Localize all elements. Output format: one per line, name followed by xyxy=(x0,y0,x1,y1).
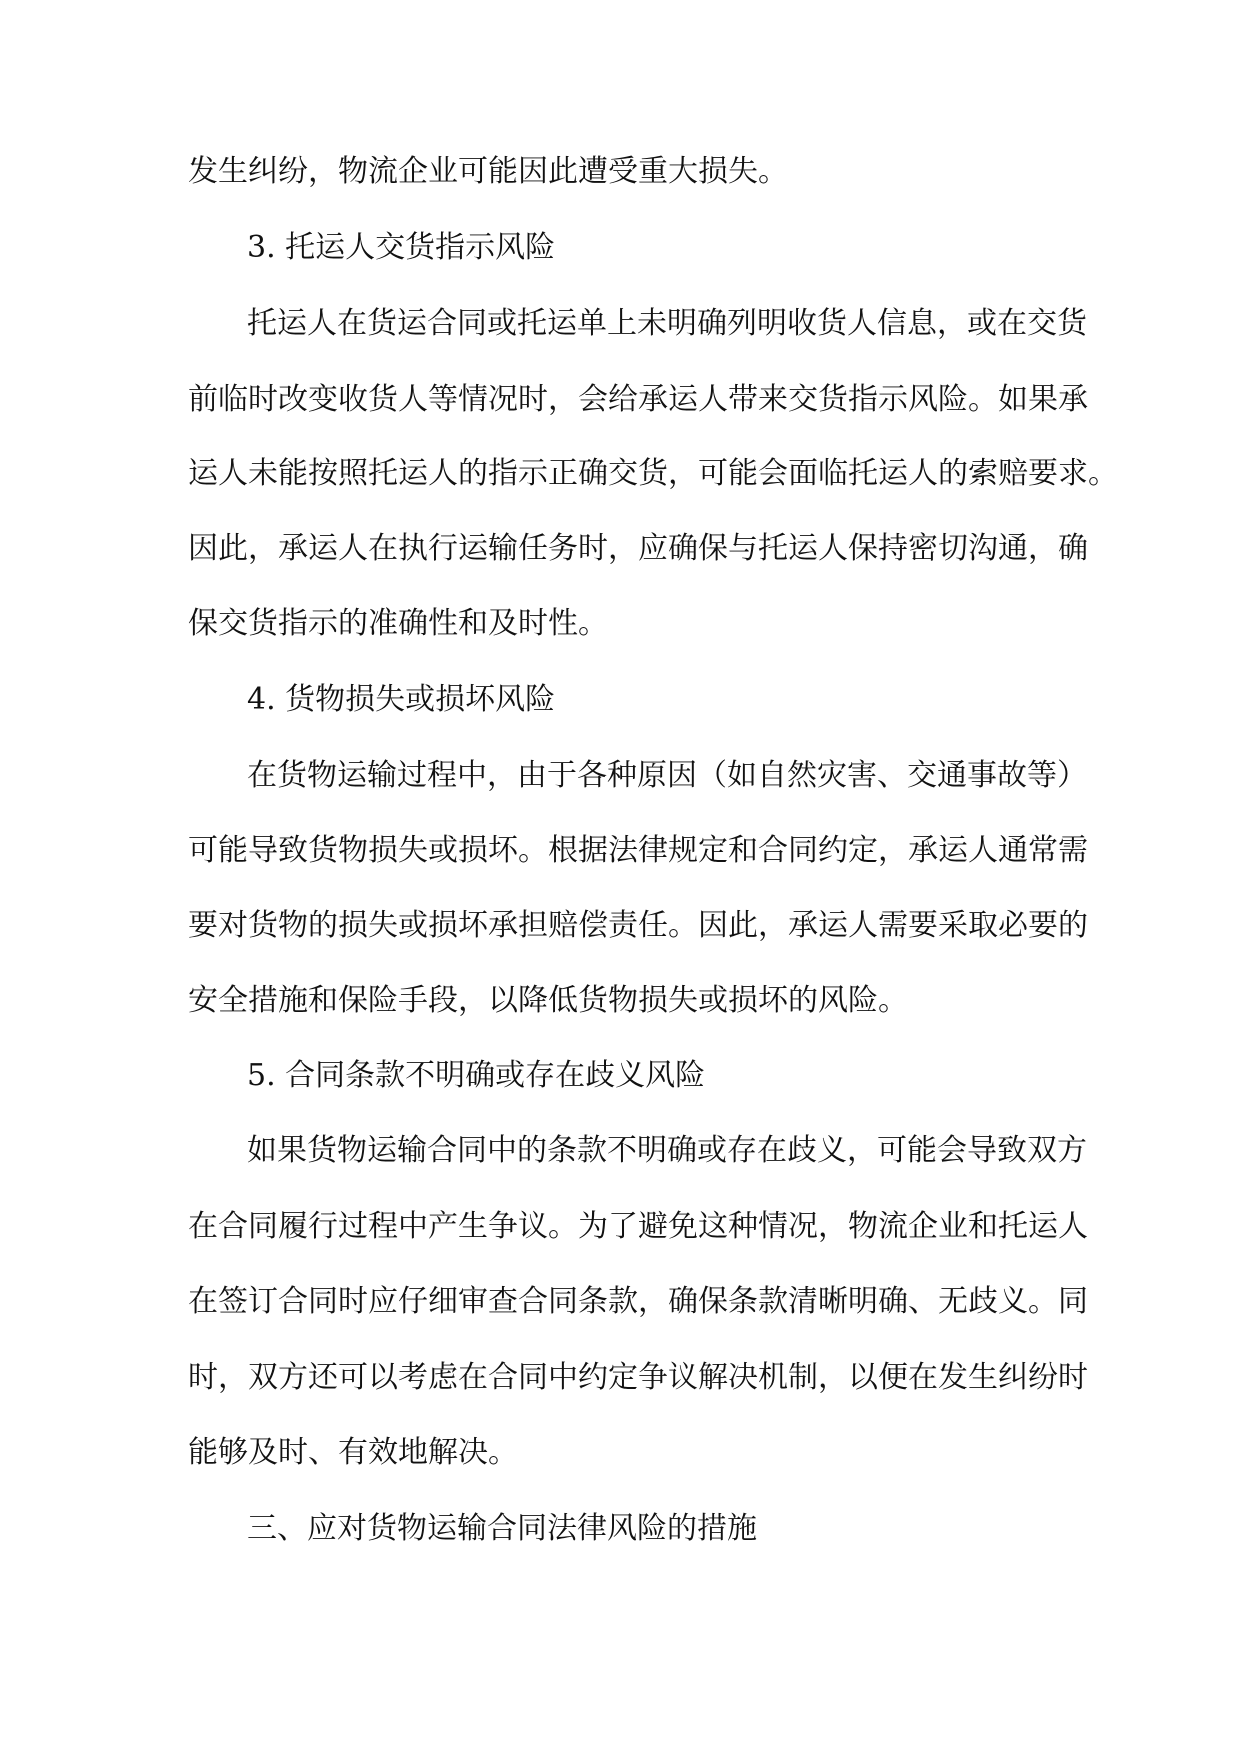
paragraph-line: 能够及时、有效地解决。 xyxy=(188,1435,518,1470)
paragraph-line: 发生纠纷，物流企业可能因此遭受重大损失。 xyxy=(188,154,788,189)
section-heading: 三、应对货物运输合同法律风险的措施 xyxy=(247,1511,757,1546)
paragraph-line: 安全措施和保险手段，以降低货物损失或损坏的风险。 xyxy=(188,983,908,1018)
paragraph-line: 可能导致货物损失或损坏。根据法律规定和合同约定，承运人通常需 xyxy=(188,833,1088,868)
paragraph-line: 如果货物运输合同中的条款不明确或存在歧义，可能会导致双方 xyxy=(247,1133,1087,1168)
paragraph-line: 在货物运输过程中，由于各种原因（如自然灾害、交通事故等） xyxy=(247,758,1087,793)
section-heading: 5. 合同条款不明确或存在歧义风险 xyxy=(247,1058,706,1093)
paragraph-line: 保交货指示的准确性和及时性。 xyxy=(188,606,608,641)
paragraph-line: 时，双方还可以考虑在合同中约定争议解决机制，以便在发生纠纷时 xyxy=(188,1360,1088,1395)
section-heading: 3. 托运人交货指示风险 xyxy=(247,230,556,265)
paragraph-line: 在合同履行过程中产生争议。为了避免这种情况，物流企业和托运人 xyxy=(188,1209,1088,1244)
section-heading: 4. 货物损失或损坏风险 xyxy=(247,682,556,717)
paragraph-line: 在签订合同时应仔细审查合同条款，确保条款清晰明确、无歧义。同 xyxy=(188,1284,1088,1319)
paragraph-line: 要对货物的损失或损坏承担赔偿责任。因此，承运人需要采取必要的 xyxy=(188,908,1088,943)
paragraph-line: 运人未能按照托运人的指示正确交货，可能会面临托运人的索赔要求。 xyxy=(188,456,1118,491)
paragraph-line: 因此，承运人在执行运输任务时，应确保与托运人保持密切沟通，确 xyxy=(188,531,1088,566)
paragraph-line: 前临时改变收货人等情况时，会给承运人带来交货指示风险。如果承 xyxy=(188,382,1088,417)
paragraph-line: 托运人在货运合同或托运单上未明确列明收货人信息，或在交货 xyxy=(247,306,1087,341)
